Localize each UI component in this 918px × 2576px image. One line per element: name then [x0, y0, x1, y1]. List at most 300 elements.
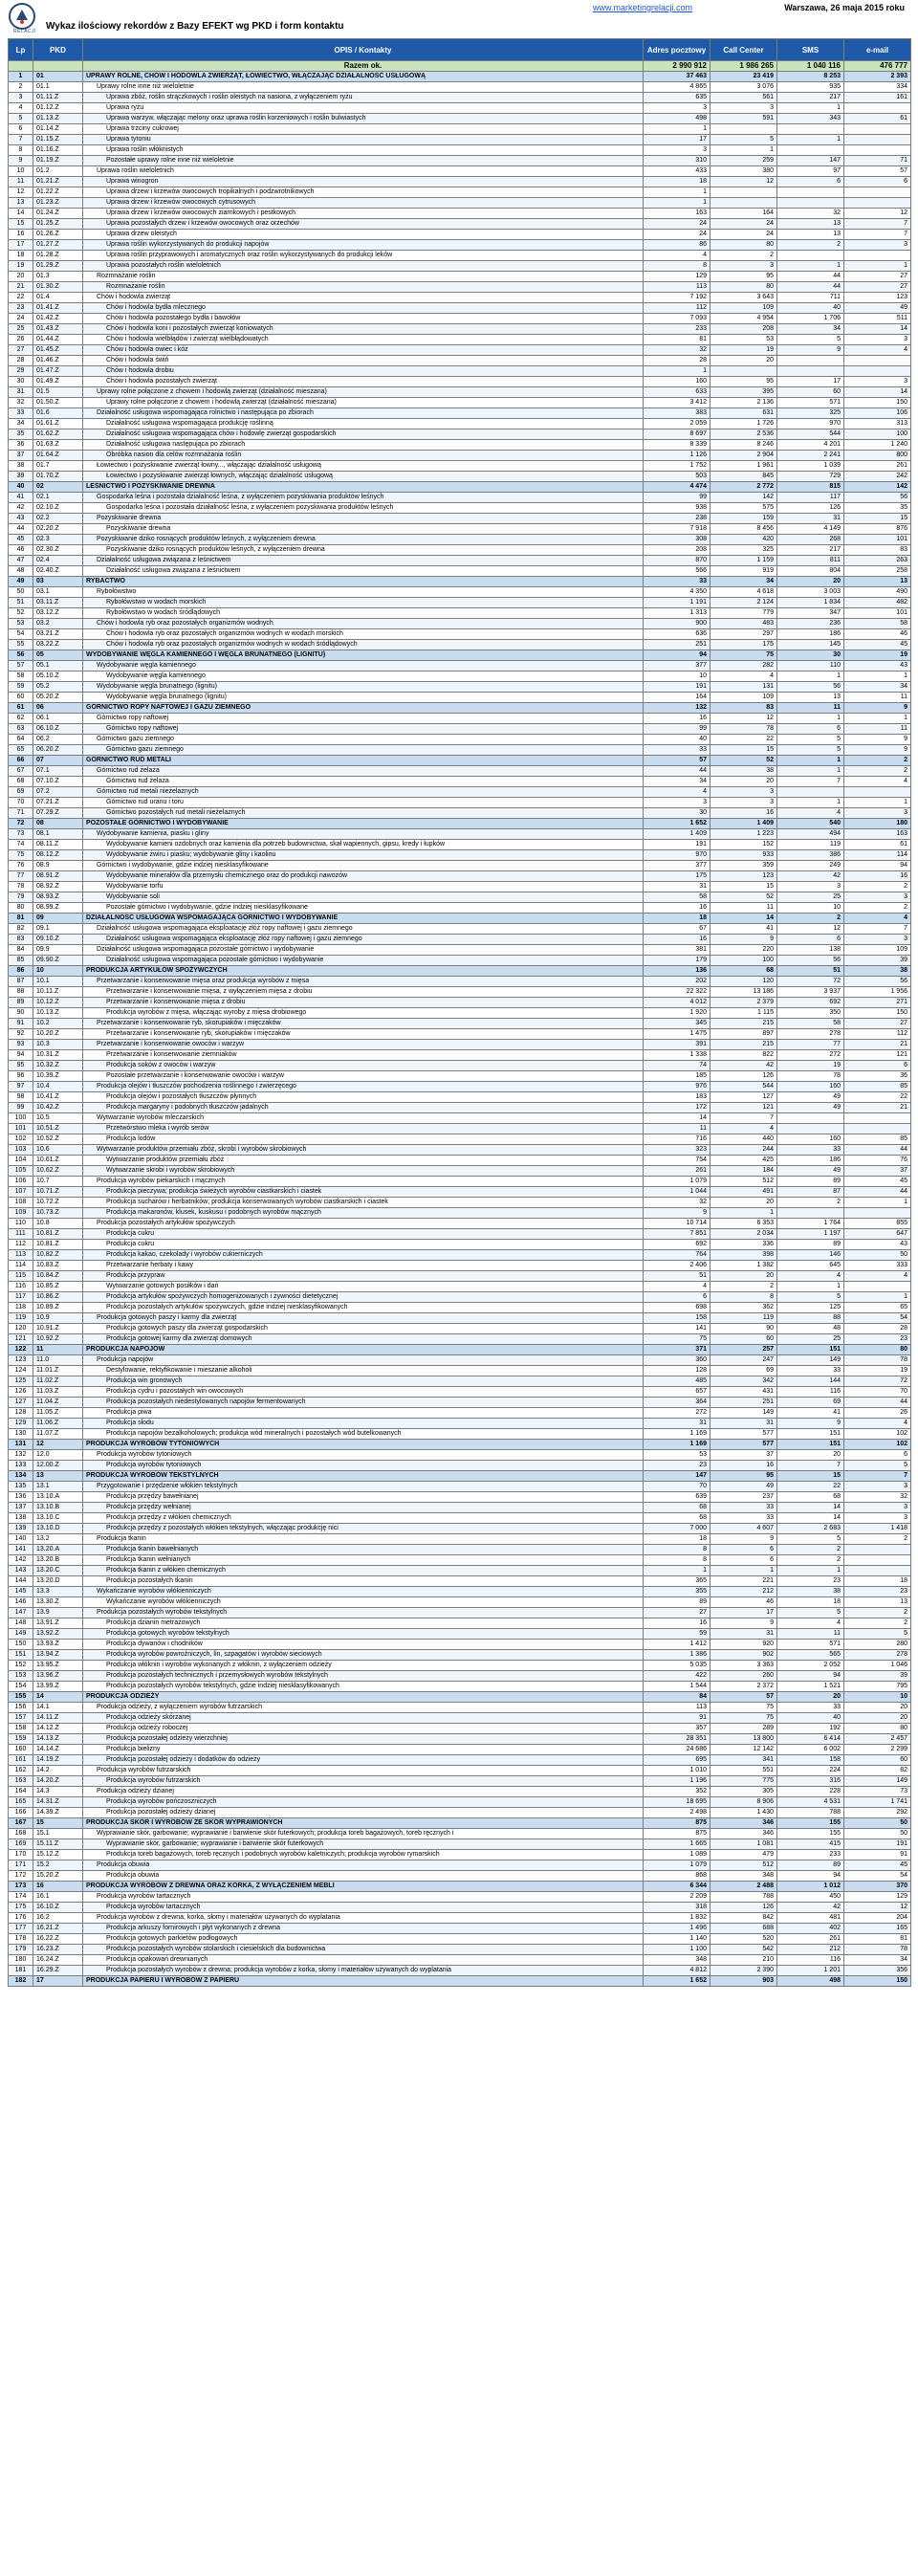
cell-sms: 119: [777, 840, 844, 850]
cell-opis: Produkcja artykułów spożywczych homogenizowanych i żywności dietetycznej: [83, 1292, 644, 1303]
cell-lp: 108: [9, 1198, 33, 1208]
cell-lp: 128: [9, 1408, 33, 1419]
cell-pkd: 09.90.Z: [33, 956, 83, 966]
cell-email: 27: [844, 1019, 911, 1029]
cell-adres: 163: [644, 209, 710, 219]
cell-adres: 233: [644, 324, 710, 335]
cell-pkd: 13.20.A: [33, 1545, 83, 1555]
cell-sms: 402: [777, 1924, 844, 1934]
cell-sms: 147: [777, 156, 844, 166]
cell-opis: Produkcja olejów i tłuszczów pochodzenia roślinnego i zwierzęcego: [83, 1082, 644, 1092]
cell-adres: 1 313: [644, 608, 710, 619]
cell-email: 57: [844, 166, 911, 177]
table-row: [9, 1534, 911, 1545]
cell-pkd: 03.2: [33, 619, 83, 629]
cell-sms: 17: [777, 377, 844, 387]
cell-sms: 25: [777, 1334, 844, 1345]
cell-email: 370: [844, 1882, 911, 1892]
table-row: [9, 187, 911, 198]
cell-pkd: 02.2: [33, 514, 83, 524]
cell-email: 142: [844, 482, 911, 493]
cell-opis: Produkcja tkanin bawełnianych: [83, 1545, 644, 1555]
cell-sms: 1 012: [777, 1882, 844, 1892]
cell-opis: Produkcja pozostałej odzieży wierzchniej: [83, 1734, 644, 1745]
cell-email: 490: [844, 587, 911, 598]
cell-adres: 132: [644, 703, 710, 714]
table-row: [9, 745, 911, 756]
cell-lp: 147: [9, 1608, 33, 1618]
cell-adres: 698: [644, 1303, 710, 1313]
cell-pkd: 08.1: [33, 829, 83, 840]
cell-opis: Górnictwo ropy naftowej: [83, 724, 644, 735]
cell-email: 60: [844, 1755, 911, 1766]
table-row: [9, 324, 911, 335]
cell-email: [844, 145, 911, 156]
table-row: [9, 1482, 911, 1492]
table-row: [9, 629, 911, 640]
cell-call: 212: [710, 1587, 777, 1597]
cell-call: 491: [710, 1187, 777, 1198]
cell-call: 75: [710, 1713, 777, 1724]
cell-opis: Chów i hodowla bydła mlecznego: [83, 303, 644, 314]
cell-pkd: 01.70.Z: [33, 472, 83, 482]
cell-email: 114: [844, 850, 911, 861]
cell-call: 90: [710, 1324, 777, 1334]
cell-opis: Produkcja pozostałych artykułów spożywczych, gdzie indziej niesklasyfikowanych: [83, 1303, 644, 1313]
cell-pkd: 10.61.Z: [33, 1156, 83, 1166]
cell-email: 80: [844, 1724, 911, 1734]
cell-pkd: 01: [33, 72, 83, 82]
cell-pkd: 07: [33, 756, 83, 766]
cell-adres: 1: [644, 124, 710, 135]
cell-pkd: 03.1: [33, 587, 83, 598]
cell-pkd: 13.9: [33, 1608, 83, 1618]
cell-lp: 35: [9, 429, 33, 440]
cell-sms: 804: [777, 566, 844, 577]
cell-pkd: 03.12.Z: [33, 608, 83, 619]
cell-call: 348: [710, 1871, 777, 1882]
cell-pkd: 10.82.Z: [33, 1250, 83, 1261]
cell-pkd: 13: [33, 1471, 83, 1482]
cell-sms: 1: [777, 103, 844, 114]
cell-sms: 2 241: [777, 451, 844, 461]
table-row: [9, 714, 911, 724]
cell-call: 244: [710, 1145, 777, 1156]
cell-sms: 6: [777, 177, 844, 187]
cell-lp: 157: [9, 1713, 33, 1724]
cell-pkd: 01.15.Z: [33, 135, 83, 145]
table-row: [9, 1892, 911, 1903]
cell-call: 3 643: [710, 293, 777, 303]
cell-call: 362: [710, 1303, 777, 1313]
cell-sms: 22: [777, 1482, 844, 1492]
cell-call: 2 904: [710, 451, 777, 461]
cell-pkd: 01.28.Z: [33, 251, 83, 261]
cell-lp: 111: [9, 1229, 33, 1240]
cell-lp: 5: [9, 114, 33, 124]
cell-adres: 870: [644, 556, 710, 566]
cell-pkd: 16.1: [33, 1892, 83, 1903]
table-row: [9, 1029, 911, 1040]
cell-email: 123: [844, 293, 911, 303]
cell-sms: 571: [777, 398, 844, 408]
cell-adres: 566: [644, 566, 710, 577]
table-row: [9, 335, 911, 345]
cell-sms: 19: [777, 1061, 844, 1071]
table-row: [9, 1440, 911, 1450]
cell-pkd: 14.11.Z: [33, 1713, 83, 1724]
cell-lp: 101: [9, 1124, 33, 1134]
cell-sms: 72: [777, 977, 844, 987]
cell-adres: 323: [644, 1145, 710, 1156]
table-row: [9, 1071, 911, 1082]
table-row: [9, 545, 911, 556]
cell-pkd: 14: [33, 1692, 83, 1703]
cell-call: 20: [710, 1271, 777, 1282]
table-row: [9, 72, 911, 82]
cell-lp: 174: [9, 1892, 33, 1903]
table-row: [9, 524, 911, 535]
cell-call: 109: [710, 303, 777, 314]
cell-opis: Produkcja dzianin metrażowych: [83, 1618, 644, 1629]
cell-opis: Produkcja napojów bezalkoholowych; produkcja wód mineralnych i pozostałych wód butelkowanych: [83, 1429, 644, 1440]
cell-email: 7: [844, 1471, 911, 1482]
cell-lp: 27: [9, 345, 33, 356]
cell-sms: 186: [777, 629, 844, 640]
cell-adres: 74: [644, 1061, 710, 1071]
cell-email: [844, 187, 911, 198]
cell-lp: 113: [9, 1250, 33, 1261]
cell-lp: 161: [9, 1755, 33, 1766]
cell-call: 577: [710, 1440, 777, 1450]
table-row: [9, 1219, 911, 1229]
cell-opis: Uprawa ryżu: [83, 103, 644, 114]
cell-sms: 6: [777, 935, 844, 945]
cell-call: 12: [710, 714, 777, 724]
cell-email: 34: [844, 1955, 911, 1966]
cell-pkd: 10.12.Z: [33, 998, 83, 1008]
table-row: [9, 1208, 911, 1219]
cell-opis: Gospodarka leśna i pozostała działalność leśna, z wyłączeniem pozyskiwania produktów leśnych: [83, 493, 644, 503]
cell-adres: 28: [644, 356, 710, 366]
cell-pkd: 13.3: [33, 1587, 83, 1597]
cell-pkd: 08.9: [33, 861, 83, 871]
cell-call: 17: [710, 1608, 777, 1618]
cell-sms: 23: [777, 1576, 844, 1587]
cell-pkd: 10: [33, 966, 83, 977]
cell-email: 204: [844, 1913, 911, 1924]
cell-opis: Wykańczanie wyrobów włókienniczych: [83, 1597, 644, 1608]
cell-email: 4: [844, 345, 911, 356]
table-row: [9, 535, 911, 545]
table-row: [9, 1745, 911, 1755]
cell-call: 903: [710, 1976, 777, 1987]
cell-lp: 156: [9, 1703, 33, 1713]
cell-call: 95: [710, 1471, 777, 1482]
cell-email: 263: [844, 556, 911, 566]
cell-email: 1: [844, 672, 911, 682]
cell-call: 20: [710, 1198, 777, 1208]
cell-pkd: 01.11.Z: [33, 93, 83, 103]
cell-opis: Górnictwo rud żelaza: [83, 766, 644, 777]
cell-email: 2: [844, 766, 911, 777]
cell-pkd: 13.10.A: [33, 1492, 83, 1503]
cell-lp: 90: [9, 1008, 33, 1019]
cell-adres: 17: [644, 135, 710, 145]
cell-opis: Przetwarzanie i konserwowanie ryb, skorupiaków i mięczaków: [83, 1029, 644, 1040]
cell-adres: 1: [644, 198, 710, 209]
cell-opis: Produkcja soków z owoców i warzyw: [83, 1061, 644, 1071]
cell-sms: 13: [777, 230, 844, 240]
cell-opis: Produkcja pozostałych niedestylowanych napojów fermentowanych: [83, 1398, 644, 1408]
cell-email: 7: [844, 219, 911, 230]
table-row: [9, 166, 911, 177]
cell-sms: 4 201: [777, 440, 844, 451]
cell-sms: 25: [777, 892, 844, 903]
cell-sms: 1 764: [777, 1219, 844, 1229]
cell-lp: 103: [9, 1145, 33, 1156]
cell-adres: 636: [644, 629, 710, 640]
cell-email: 45: [844, 640, 911, 650]
table-row: [9, 1650, 911, 1661]
cell-pkd: 01.12.Z: [33, 103, 83, 114]
cell-pkd: 10.3: [33, 1040, 83, 1050]
cell-opis: Rozmnażanie roślin: [83, 282, 644, 293]
cell-lp: 65: [9, 745, 33, 756]
cell-email: [844, 1113, 911, 1124]
cell-sms: 4: [777, 808, 844, 819]
cell-adres: 4 350: [644, 587, 710, 598]
cell-lp: 33: [9, 408, 33, 419]
cell-opis: Uprawa drzew i krzewów owocowych ziarnkowych i pestkowych: [83, 209, 644, 219]
cell-lp: 72: [9, 819, 33, 829]
table-row: [9, 1471, 911, 1482]
cell-pkd: 07.2: [33, 787, 83, 798]
cell-email: 10: [844, 1692, 911, 1703]
cell-sms: 97: [777, 166, 844, 177]
cell-call: 52: [710, 756, 777, 766]
cell-pkd: 05.10.Z: [33, 672, 83, 682]
cell-sms: [777, 124, 844, 135]
cell-email: 313: [844, 419, 911, 429]
cell-adres: 2 498: [644, 1808, 710, 1818]
cell-lp: 112: [9, 1240, 33, 1250]
cell-adres: 4: [644, 1282, 710, 1292]
cell-adres: 938: [644, 503, 710, 514]
cell-adres: 44: [644, 766, 710, 777]
cell-pkd: 06.1: [33, 714, 83, 724]
cell-call: 19: [710, 345, 777, 356]
cell-lp: 1: [9, 72, 33, 82]
table-row: [9, 1250, 911, 1261]
cell-adres: 172: [644, 1103, 710, 1113]
cell-adres: 433: [644, 166, 710, 177]
cell-opis: Wydobywanie minerałów dla przemysłu chemicznego oraz do produkcji nawozów: [83, 871, 644, 882]
cell-lp: 40: [9, 482, 33, 493]
cell-call: 8 456: [710, 524, 777, 535]
cell-call: 512: [710, 1177, 777, 1187]
cell-adres: 1 196: [644, 1776, 710, 1787]
cell-email: 2: [844, 903, 911, 914]
cell-opis: Produkcja lodów: [83, 1134, 644, 1145]
cell-sms: [777, 366, 844, 377]
cell-adres: 238: [644, 514, 710, 524]
cell-call: 359: [710, 861, 777, 871]
table-row: [9, 1103, 911, 1113]
cell-sms: 31: [777, 514, 844, 524]
cell-adres: 1 044: [644, 1187, 710, 1198]
cell-adres: 94: [644, 650, 710, 661]
cell-lp: 7: [9, 135, 33, 145]
cell-sms: 224: [777, 1766, 844, 1776]
cell-opis: Górnictwo i wydobywanie, gdzie indziej niesklasyfikowane: [83, 861, 644, 871]
cell-sms: 343: [777, 114, 844, 124]
table-row: [9, 493, 911, 503]
cell-adres: 381: [644, 945, 710, 956]
table-row: [9, 1818, 911, 1829]
cell-pkd: 10.85.Z: [33, 1282, 83, 1292]
cell-email: 511: [844, 314, 911, 324]
cell-sms: 60: [777, 387, 844, 398]
table-row: [9, 1376, 911, 1387]
cell-opis: RYBACTWO: [83, 577, 644, 587]
cell-call: 16: [710, 1461, 777, 1471]
cell-pkd: 11.06.Z: [33, 1419, 83, 1429]
cell-pkd: 10.42.Z: [33, 1103, 83, 1113]
cell-call: 33: [710, 1513, 777, 1524]
cell-email: 101: [844, 608, 911, 619]
cell-pkd: 13.92.Z: [33, 1629, 83, 1640]
cell-lp: 163: [9, 1776, 33, 1787]
table-row: [9, 914, 911, 924]
cell-opis: Chów i hodowla pozostałych zwierząt: [83, 377, 644, 387]
cell-opis: Produkcja wyrobów z drewna, korka, słomy i materiałów używanych do wyplatania: [83, 1913, 644, 1924]
table-row: [9, 177, 911, 187]
cell-sms: 149: [777, 1355, 844, 1366]
cell-email: 61: [844, 114, 911, 124]
cell-call: 75: [710, 650, 777, 661]
cell-adres: 32: [644, 1198, 710, 1208]
cell-lp: 10: [9, 166, 33, 177]
cell-opis: Produkcja napojów: [83, 1355, 644, 1366]
cell-lp: 123: [9, 1355, 33, 1366]
cell-call: 184: [710, 1166, 777, 1177]
cell-pkd: 07.21.Z: [33, 798, 83, 808]
table-row: [9, 1156, 911, 1166]
cell-opis: Rybołówstwo w wodach morskich: [83, 598, 644, 608]
cell-sms: 1: [777, 135, 844, 145]
cell-adres: 24: [644, 219, 710, 230]
cell-adres: 695: [644, 1755, 710, 1766]
cell-adres: 639: [644, 1492, 710, 1503]
cell-pkd: 10.39.Z: [33, 1071, 83, 1082]
cell-lp: 129: [9, 1419, 33, 1429]
cell-call: 13 186: [710, 987, 777, 998]
cell-sms: 44: [777, 272, 844, 282]
cell-adres: 59: [644, 1629, 710, 1640]
cell-opis: Produkcja gotowych parkietów podłogowych: [83, 1934, 644, 1945]
cell-adres: 99: [644, 724, 710, 735]
cell-email: 44: [844, 1187, 911, 1198]
cell-pkd: 02.40.Z: [33, 566, 83, 577]
cell-sms: 192: [777, 1724, 844, 1734]
cell-opis: Wydobywanie węgla brunatnego (lignitu): [83, 682, 644, 693]
cell-lp: 133: [9, 1461, 33, 1471]
cell-email: 2 299: [844, 1745, 911, 1755]
cell-pkd: 10.6: [33, 1145, 83, 1156]
cell-sms: 212: [777, 1945, 844, 1955]
cell-call: 131: [710, 682, 777, 693]
cell-opis: Górnictwo rud metali nieżelaznych: [83, 787, 644, 798]
cell-lp: 169: [9, 1839, 33, 1850]
cell-opis: Produkcja cydru i pozostałych win owocowych: [83, 1387, 644, 1398]
table-row: [9, 1187, 911, 1198]
website-link[interactable]: www.marketingrelacji.com: [593, 3, 693, 12]
cell-sms: 77: [777, 1040, 844, 1050]
cell-call: 631: [710, 408, 777, 419]
table-row: [9, 1597, 911, 1608]
cell-pkd: 08.92.Z: [33, 882, 83, 892]
cell-call: 119: [710, 1313, 777, 1324]
cell-email: 54: [844, 1871, 911, 1882]
cell-opis: Produkcja pieczywa; produkcja świeżych wyrobów ciastkarskich i ciastek: [83, 1187, 644, 1198]
cell-opis: Działalność usługowa wspomagająca pozostałe górnictwo i wydobywanie: [83, 956, 644, 966]
cell-sms: 788: [777, 1808, 844, 1818]
cell-pkd: 07.10.Z: [33, 777, 83, 787]
cell-email: [844, 1555, 911, 1566]
cell-lp: 73: [9, 829, 33, 840]
cell-email: 150: [844, 1976, 911, 1987]
cell-opis: Produkcja wyrobów tartacznych: [83, 1892, 644, 1903]
cell-lp: 76: [9, 861, 33, 871]
cell-opis: Produkcja przędzy wełnianej: [83, 1503, 644, 1513]
table-row: [9, 1177, 911, 1187]
cell-pkd: 14.2: [33, 1766, 83, 1776]
cell-call: 305: [710, 1787, 777, 1797]
table-row: [9, 1629, 911, 1640]
cell-lp: 61: [9, 703, 33, 714]
total-sms: 1 040 116: [777, 61, 844, 72]
cell-adres: 1 140: [644, 1934, 710, 1945]
cell-adres: 1 665: [644, 1839, 710, 1850]
cell-pkd: 13.10.D: [33, 1524, 83, 1534]
cell-call: 1 159: [710, 556, 777, 566]
cell-lp: 56: [9, 650, 33, 661]
cell-email: 11: [844, 693, 911, 703]
cell-call: 60: [710, 1334, 777, 1345]
cell-adres: 1 496: [644, 1924, 710, 1934]
cell-adres: 68: [644, 1503, 710, 1513]
cell-opis: Chów i hodowla ryb oraz pozostałych organizmów wodnych w wodach morskich: [83, 629, 644, 640]
cell-pkd: 01.30.Z: [33, 282, 83, 293]
cell-email: 4: [844, 1271, 911, 1282]
cell-call: 24: [710, 230, 777, 240]
cell-call: 126: [710, 1903, 777, 1913]
table-row: [9, 1313, 911, 1324]
cell-opis: Produkcja słodu: [83, 1419, 644, 1429]
table-row: [9, 1324, 911, 1334]
cell-call: 8 906: [710, 1797, 777, 1808]
cell-email: 333: [844, 1261, 911, 1271]
cell-lp: 2: [9, 82, 33, 93]
cell-lp: 180: [9, 1955, 33, 1966]
cell-adres: 308: [644, 535, 710, 545]
cell-lp: 60: [9, 693, 33, 703]
cell-lp: 18: [9, 251, 33, 261]
cell-call: 902: [710, 1650, 777, 1661]
cell-lp: 91: [9, 1019, 33, 1029]
cell-opis: Produkcja cukru: [83, 1240, 644, 1250]
